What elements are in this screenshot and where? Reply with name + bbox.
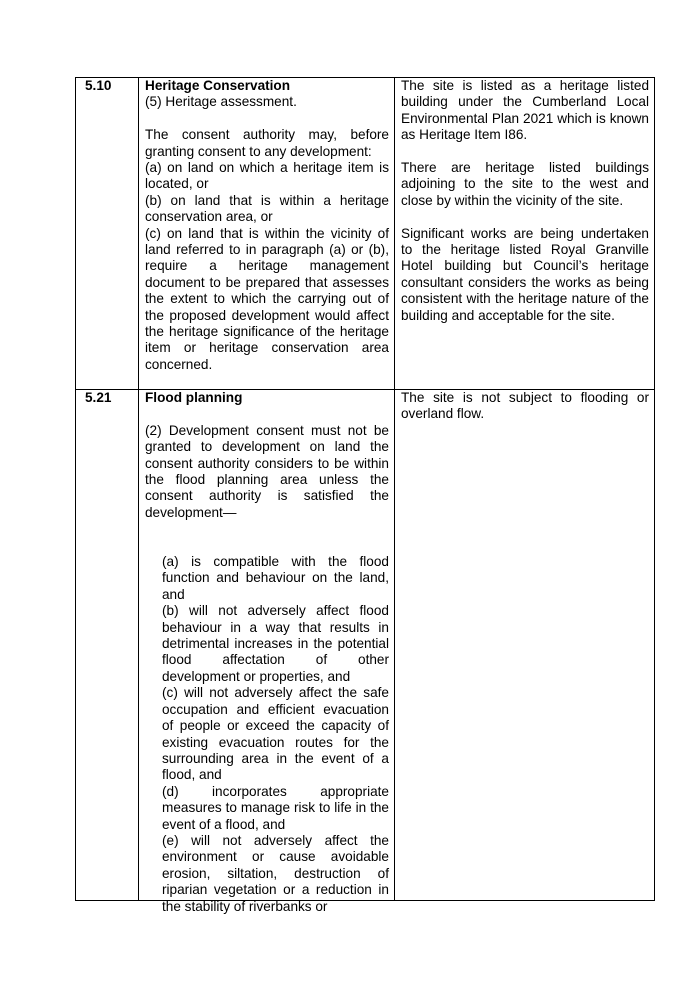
compliance-table [75,77,655,914]
clause-paragraph: (b) on land that is within a heritage conservation area, or [145,192,389,225]
clause-paragraph: The consent authority may, before granting consent to any development: [145,127,389,159]
clause-number: 5.21 [76,390,139,901]
clause-list-item: (b) will not adversely affect flood behaviour in a way that results in detrimental increases in the potential flood affectation of other development or properties, and [162,603,389,684]
clause-list-item: (e) will not adversely affect the environment or cause avoidable erosion, siltation, destruction of riparian vegetation or a reduction in the stability of riverbanks or [162,832,389,914]
clause-heading: Flood planning [145,390,243,405]
clause-number: 5.10 [76,78,139,390]
clause-heading: Heritage Conservation [145,78,291,93]
table-row [76,78,655,390]
table-row [76,390,655,901]
clause-subheading: (5) Heritage assessment. [145,94,297,110]
comment-paragraph: The site is not subject to flooding or overland flow. [401,390,649,422]
clause-text-cell [139,78,395,390]
clause-list-item: (c) will not adversely affect the safe occupation and efficient evacuation of people or exceed the capacity of existing evacuation routes for the surrounding area in the event of a flood, and [162,685,389,783]
clause-paragraph: (a) on land on which a heritage item is located, or [145,160,389,192]
comment-paragraph: Significant works are being undertaken to the heritage listed Royal Granville Hotel building but Council’s heritage consultant considers the works as being consistent with the heritage nature of the building and acceptable for the site. [401,225,649,323]
comment-paragraph: The site is listed as a heritage listed building under the Cumberland Local Environmental Plan 2021 which is known as Heritage Item I86. [401,78,649,143]
clause-text-cell [139,390,395,914]
clause-paragraph: (2) Development consent must not be granted to development on land the consent authority considers to be within the flood planning area unless the consent authority is satisfied the development— [145,422,389,520]
comment-cell [395,78,655,390]
clause-list-item: (d) incorporates appropriate measures to manage risk to life in the event of a flood, and [162,783,389,832]
comment-cell [395,390,655,901]
clause-paragraph: (c) on land that is within the vicinity of land referred to in paragraph (a) or (b), require a heritage management document to be prepared that assesses the extent to which the carrying out of the proposed development would affect the heritage significance of the heritage item or heritage conservation area concerned. [145,225,389,372]
clause-list-item: (a) is compatible with the flood function and behaviour on the land, and [162,554,389,602]
comment-paragraph: There are heritage listed buildings adjoining to the site to the west and close by within the vicinity of the site. [401,160,649,208]
